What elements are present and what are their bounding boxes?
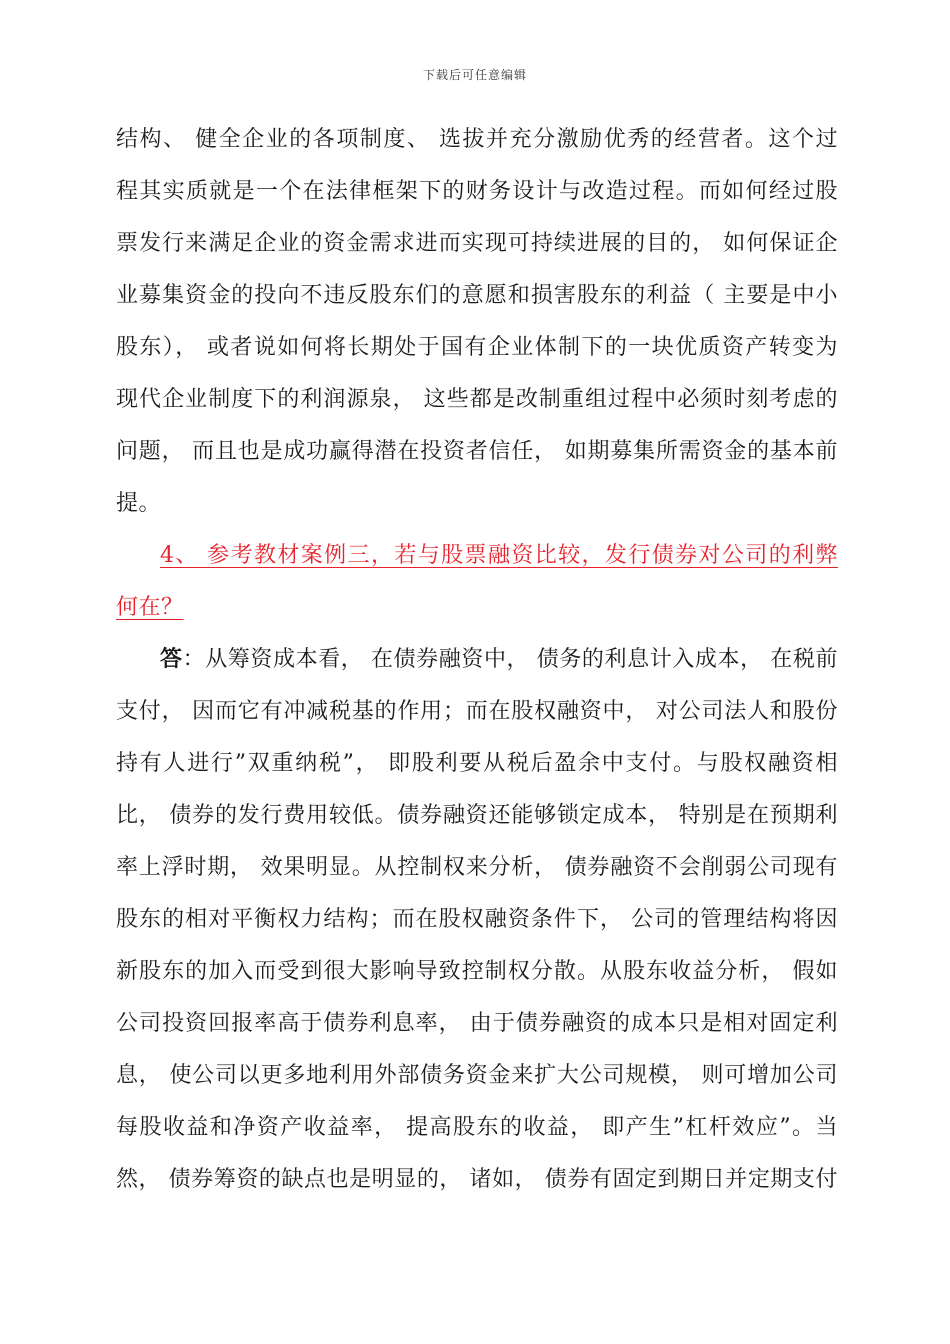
text-line: 息， 使公司以更多地利用外部债务资金来扩大公司规模， 则可增加公司: [116, 1063, 838, 1088]
text-line: 程其实质就是一个在法律框架下的财务设计与改造过程。而如何经过股: [116, 179, 838, 204]
text-line: 每股收益和净资产收益率， 提高股东的收益， 即产生”杠杆效应”。当: [116, 1115, 838, 1140]
answer-first-line: [116, 634, 838, 686]
text-line: 现代企业制度下的利润源泉， 这些都是改制重组过程中必须时刻考虑的: [116, 387, 838, 412]
text-line: 股东）， 或者说如何将长期处于国有企业体制下的一块优质资产转变为: [116, 335, 838, 360]
answer-label: 答: [160, 647, 183, 672]
answer-text: ：从筹资成本看， 在债券融资中， 债务的利息计入成本， 在税前: [182, 647, 838, 672]
question-4: [116, 530, 838, 634]
text-line: 提。: [116, 491, 162, 516]
text-line: 股东的相对平衡权力结构；而在股权融资条件下， 公司的管理结构将因: [116, 907, 838, 932]
text-line: 票发行来满足企业的资金需求进而实现可持续进展的目的， 如何保证企: [116, 231, 838, 256]
text-line: 持有人进行”双重纳税”， 即股利要从税后盈余中支付。与股权融资相: [116, 751, 838, 776]
text-line: 公司投资回报率高于债券利息率， 由于债券融资的成本只是相对固定利: [116, 1011, 838, 1036]
text-line: 新股东的加入而受到很大影响导致控制权分散。从股东收益分析， 假如: [116, 959, 838, 984]
question-text: 何在？: [116, 595, 184, 620]
text-line: 然， 债券筹资的缺点也是明显的， 诸如， 债券有固定到期日并定期支付: [116, 1167, 838, 1192]
answer-paragraph: [116, 634, 838, 1206]
text-line: 业募集资金的投向不违反股东们的意愿和损害股东的利益（ 主要是中小: [116, 283, 838, 308]
question-text: 4、 参考教材案例三，若与股票融资比较，发行债券对公司的利弊: [160, 543, 838, 568]
document-body: [116, 114, 838, 1206]
text-line: 结构、 健全企业的各项制度、 选拔并充分激励优秀的经营者。这个过: [116, 127, 838, 152]
page-header-note: 下载后可任意编辑: [422, 68, 527, 82]
text-line: 问题， 而且也是成功赢得潜在投资者信任， 如期募集所需资金的基本前: [116, 439, 838, 464]
paragraph-restructuring: [116, 114, 838, 530]
question-line: [116, 582, 838, 634]
text-line: 比， 债券的发行费用较低。债券融资还能够锁定成本， 特别是在预期利: [116, 803, 838, 828]
question-line: [116, 530, 838, 582]
text-line: 率上浮时期， 效果明显。从控制权来分析， 债券融资不会削弱公司现有: [116, 855, 838, 880]
text-line: 支付， 因而它有冲减税基的作用；而在股权融资中， 对公司法人和股份: [116, 699, 838, 724]
